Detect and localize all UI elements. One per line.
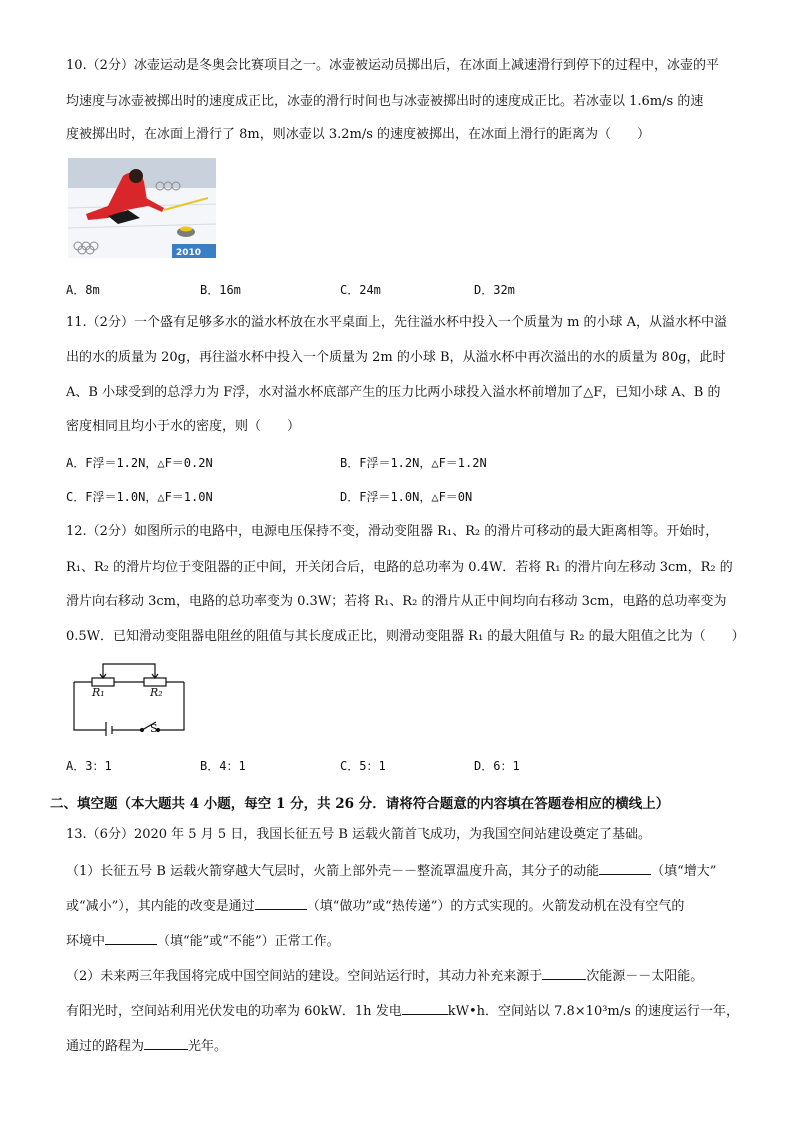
q13-p2-text-d: kW•h．空间站以 7.8×10³m/s 的速度运行一年， xyxy=(447,1004,739,1019)
q11-line-4: 密度相同且均小于水的密度，则（ ） xyxy=(66,419,301,434)
q10-line-2: 均速度与冰壶被掷出时的速度成正比，冰壶的滑行时间也与冰壶被掷出时的速度成正比。若冰壶以 1.6m/s 的速 xyxy=(66,94,704,109)
svg-text:2010: 2010 xyxy=(176,248,202,258)
q13-p1-text-a: （1）长征五号 B 运载火箭穿越大气层时，火箭上部外壳－－整流罩温度升高，其分子的动能 xyxy=(66,864,600,879)
q13-part1-line2 xyxy=(66,897,684,915)
q11-option-c: C．F浮＝1.0N，△F＝1.0N xyxy=(66,490,213,504)
circuit-label-r2: R₂ xyxy=(150,686,163,699)
q13-p1-text-b: （填“增大” xyxy=(651,864,717,879)
q13-blank-2[interactable] xyxy=(255,897,307,910)
q12-option-d: D．6：1 xyxy=(474,759,520,773)
q13-p2-text-b: 次能源－－太阳能。 xyxy=(586,969,704,984)
q11-line-3: A、B 小球受到的总浮力为 F浮，水对溢水杯底部产生的压力比两小球投入溢水杯前增加了△F，已知小球 A、B 的 xyxy=(66,385,721,400)
q13-part1-line1 xyxy=(66,862,716,880)
q13-p2-text-e: 通过的路程为 xyxy=(66,1039,145,1054)
curling-photo xyxy=(68,158,216,258)
q12-option-c: C．5：1 xyxy=(340,759,386,773)
q13-part2-line2 xyxy=(66,1002,739,1020)
circuit-diagram xyxy=(70,660,190,736)
q10-option-c: C．24m xyxy=(340,283,381,297)
q12-option-a: A．3：1 xyxy=(66,759,112,773)
circuit-label-s: S xyxy=(150,722,158,735)
q10-line-3: 度被掷出时，在冰面上滑行了 8m，则冰壶以 3.2m/s 的速度被掷出，在冰面上滑行的距离为（ ） xyxy=(66,127,651,142)
q11-option-b: B．F浮＝1.2N，△F＝1.2N xyxy=(340,456,487,470)
circuit-label-r1: R₁ xyxy=(92,686,105,699)
q13-blank-3[interactable] xyxy=(105,932,157,945)
q12-line-4: 0.5W．已知滑动变阻器电阻丝的阻值与其长度成正比，则滑动变阻器 R₁ 的最大阻值与 R₂ 的最大阻值之比为（ ） xyxy=(66,629,745,644)
q10-option-d: D．32m xyxy=(474,283,515,297)
q13-part2-line1 xyxy=(66,967,703,985)
q13-blank-6[interactable] xyxy=(144,1037,188,1050)
q13-p1-text-d: （填“做功”或“热传递”）的方式实现的。火箭发动机在没有空气的 xyxy=(306,899,685,914)
q10-option-a: A．8m xyxy=(66,283,100,297)
q11-option-a: A．F浮＝1.2N，△F＝0.2N xyxy=(66,456,213,470)
q12-option-b: B．4：1 xyxy=(200,759,246,773)
q13-p1-text-e: 环境中 xyxy=(66,934,106,949)
q13-part2-line3 xyxy=(66,1037,227,1055)
q11-line-2: 出的水的质量为 20g，再往溢水杯中投入一个质量为 2m 的小球 B，从溢水杯中再次溢出的水的质量为 80g，此时 xyxy=(66,350,726,365)
q13-blank-5[interactable] xyxy=(402,1002,448,1015)
q11-option-d: D．F浮＝1.0N，△F＝0N xyxy=(340,490,473,504)
q13-part1-line3 xyxy=(66,932,340,950)
q11-line-1: 11.（2分）一个盛有足够多水的溢水杯放在水平桌面上，先往溢水杯中投入一个质量为 m 的小球 A，从溢水杯中溢 xyxy=(66,315,728,330)
q13-p2-text-a: （2）未来两三年我国将完成中国空间站的建设。空间站运行时，其动力补充来源于 xyxy=(66,969,543,984)
section-title-fill-in: 二、填空题（本大题共 4 小题，每空 1 分，共 26 分．请将符合题意的内容填在答题卷相应的横线上） xyxy=(50,796,670,812)
q12-line-1: 12.（2分）如图所示的电路中，电源电压保持不变，滑动变阻器 R₁、R₂ 的滑片可移动的最大距离相等。开始时， xyxy=(66,524,719,539)
q12-line-3: 滑片向右移动 3cm，电路的总功率变为 0.3W；若将 R₁、R₂ 的滑片从正中间均向右移动 3cm，电路的总功率变为 xyxy=(66,594,727,609)
q13-p2-text-c: 有阳光时，空间站利用光伏发电的功率为 60kW．1h 发电 xyxy=(66,1004,402,1019)
q13-p1-text-f: （填“能”或“不能”）正常工作。 xyxy=(157,934,340,949)
q13-p1-text-c: 或“减小”），其内能的改变是通过 xyxy=(66,899,255,914)
q10-option-b: B．16m xyxy=(200,283,241,297)
q10-line-1: 10.（2分）冰壶运动是冬奥会比赛项目之一。冰壶被运动员掷出后，在冰面上减速滑行到停下的过程中，冰壶的平 xyxy=(66,58,719,73)
q12-line-2: R₁、R₂ 的滑片均位于变阻器的正中间，开关闭合后，电路的总功率为 0.4W．若将 R₁ 的滑片向左移动 3cm，R₂ 的 xyxy=(66,560,733,575)
q13-title: 13.（6分）2020 年 5 月 5 日，我国长征五号 B 运载火箭首飞成功，为我国空间站建设奠定了基础。 xyxy=(66,827,652,842)
q13-blank-1[interactable] xyxy=(599,862,651,875)
q13-blank-4[interactable] xyxy=(542,967,586,980)
q13-p2-text-f: 光年。 xyxy=(188,1039,228,1054)
